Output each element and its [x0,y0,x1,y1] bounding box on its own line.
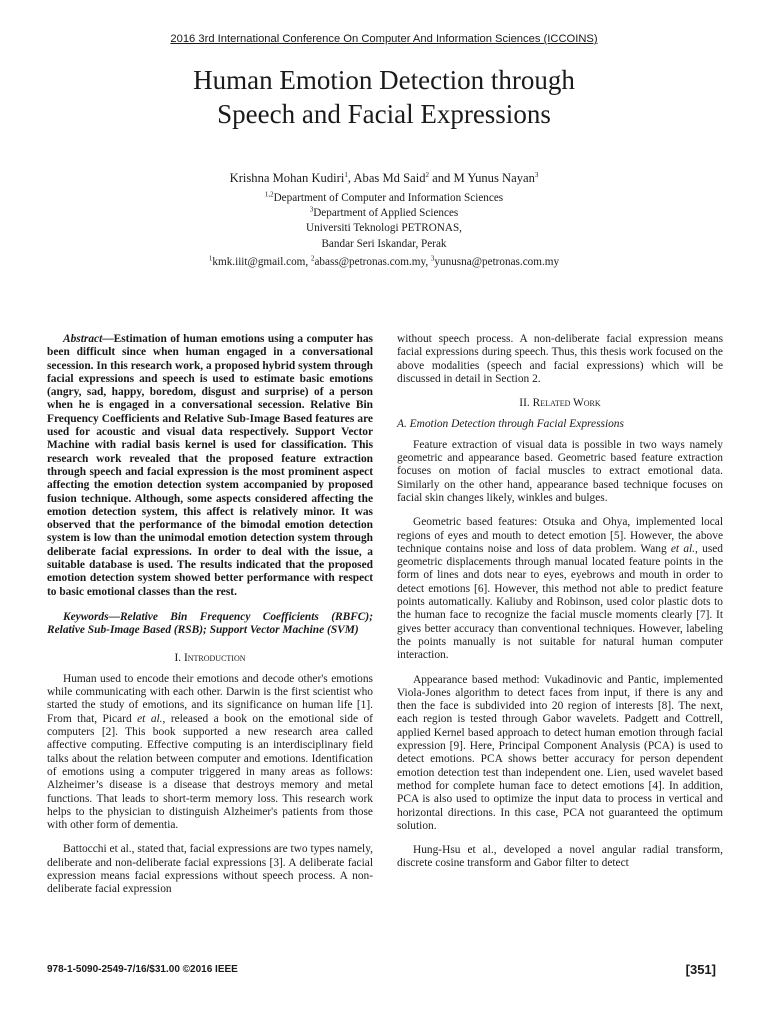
keywords: Keywords—Relative Bin Frequency Coefficients (RBFC); Relative Sub-Image Based (RSB); Support Vector Machine (SVM) [47,610,373,637]
affiliation-location: Bandar Seri Iskandar, Perak [321,237,447,250]
email-1-sup: 1 [208,254,213,263]
author-list [0,171,768,186]
author-sep-1: , [347,171,354,185]
paper-title [0,63,768,131]
author-2-name: Abas Md Said [353,171,426,185]
affiliation-dept-2 [0,206,768,221]
title-line-2: Speech and Facial Expressions [217,99,551,129]
author-1-sup: 1 [344,170,348,179]
intro-p1-etal: et al. [137,712,163,725]
email-2: abass@petronas.com.my, [314,256,431,268]
author-2-sup: 2 [425,170,430,179]
related-paragraph-2 [397,516,723,662]
related-paragraph-4: Hung-Hsu et al., developed a novel angular radial transform, discrete cosine transform and Gabor filter to detect [397,844,723,870]
affiliation-dept-2-text: Department of Applied Sciences [313,207,459,220]
intro-paragraph-1 [47,673,373,833]
affiliation-dept-1-text: Department of Computer and Information Sciences [273,192,504,204]
email-1: kmk.iiit@gmail.com, [212,256,311,268]
author-3-name: M Yunus Nayan [453,171,535,185]
email-2-sup: 2 [310,254,315,263]
author-3-sup: 3 [534,170,539,179]
affiliations [0,191,768,252]
affiliation-university: Universiti Teknologi PETRONAS, [306,222,462,235]
intro-p1-part-b: , released a book on the emotional side of computers [2]. This book supported a new research area called affective computing. Effective computing is an interdisciplinary field talks about the relation between computer and emotions. Identification of emotions using a computer triggered in many areas as follows: Alzheimer’s disease is a disease that destroys memory and metal functions. That leads to short-term memory loss. This research work helps to the physician to distinguish Alzheimer's patients from those with other form of dementia. [47,712,373,832]
affiliation-dept-1 [0,191,768,206]
author-sep-2: and [429,171,454,185]
author-1-name: Krishna Mohan Kudiri [229,171,345,185]
email-3: yunusna@petronas.com.my [434,256,560,268]
related-paragraph-1: Feature extraction of visual data is possible in two ways namely geometric and appearance based. Geometric based feature extraction focuses on motion of facial muscles to extract emotional data. Similarly on the other hand, appearance based technique focuses on facial skin changes likely, winkles and bulges. [397,438,723,504]
related-paragraph-3: Appearance based method: Vukadinovic and Pantic, implemented Viola-Jones algorithm to detect faces from input, if there is any and then the face is subdivided into 20 region of interests [8]. The next, each region is tested through Gabor wavelets. Padgett and Cottrell, applied Kernel based approach to detect human emotion through facial expression [9]. Here, Principal Component Analysis (PCA) is used to detect emotions. PCA shows better accuracy for person dependent emotion detection test than independent one. Lien, used wavelet based method for complete human face to detect emotions [4]. In addition, PCA is also used to optimize the input data to process in vertical and horizontal directions. In this case, PCA not guaranteed the optimum solution. [397,673,723,832]
conference-header [0,33,768,45]
intro-paragraph-2-continued: without speech process. A non-deliberate facial expression means facial expressions during speech. Thus, this thesis work focused on the above modalities (speech and facial expressions) which will be discussed in detail in Section 2. [397,333,723,385]
abstract-text: —Estimation of human emotions using a computer has been difficult since when human engaged in a conversational secession. In this research work, a proposed hybrid system through facial expressions and speech is used to estimate basic emotions (angry, sad, happy, boredom, disgust and surprise) of a person when he is engaged in a conversational secession. Relative Bin Frequency Coefficients and Relative Sub-Image Based features are used for acoustic and visual data respectively. Support Vector Machine with radial basis kernel is used for classification. This research work revealed that the proposed feature extraction through speech and facial expression is the most prominent aspect affecting the emotion detection system accompanied by proposed fusion technique. Although, some aspects considered affecting the emotion detection system, this affect is relatively minor. It was observed that the performance of the bimodal emotion detection system is low than the unimodal emotion detection system through deliberate facial expressions. In order to deal with the issue, a suitable database is used. The results indicated that the proposed emotion detection system showed better performance with respect to basic emotional classes than the rest. [47,333,373,598]
email-3-sup: 3 [430,254,435,263]
related-p2-part-a: Geometric based features: Otsuka and Ohya, implemented local regions of eyes and mouth to detect emotion [5]. However, the above technique contains noise and loss of data problem. Wang [397,516,723,555]
abstract [47,333,373,599]
affiliation-dept-2-sup: 3 [309,205,314,214]
section-2-heading: II. Related Work [519,397,601,410]
affiliation-dept-1-sup: 1,2 [264,190,274,199]
footer-isbn: 978-1-5090-2549-7/16/$31.00 ©2016 IEEE [47,964,238,975]
intro-paragraph-2: Battocchi et al., stated that, facial expressions are two types namely, deliberate and non-deliberate facial expressions [3]. A deliberate facial expression means facial expressions without speech process. A non-deliberate facial expression [47,843,373,896]
page-number: [351] [685,962,716,977]
related-p2-etal: et al. [670,542,696,555]
section-1-heading: I. Introduction [174,651,246,664]
conference-name: 2016 3rd International Conference On Computer And Information Sciences (ICCOINS) [170,33,598,45]
intro-p1-part-a: Human used to encode their emotions and decode other's emotions while communicating with each other. Darwin is the first scientist who started the study of emotions, and its significance on human life [1]. From that, Picard [47,672,373,725]
related-p2-part-b: , used geometric displacements through manual located feature points in the form of lines and dots near to eyes, eyebrows and mouth in order to detect emotions [6]. However, this method not able to predict feature points automatically. Kaliuby and Robinson, used color plastic dots to the human face to recognize the facial muscle moments clearly [7]. It gives better accuracy than conventional techniques. However, labeling the points manually is not suitable for natural human computer interaction. [397,542,724,662]
section-2a-heading: A. Emotion Detection through Facial Expressions [397,418,624,431]
title-line-1: Human Emotion Detection through [193,65,575,95]
abstract-label: Abstract [63,333,103,345]
left-column [47,333,373,908]
author-emails [0,256,768,268]
right-column [397,333,723,882]
